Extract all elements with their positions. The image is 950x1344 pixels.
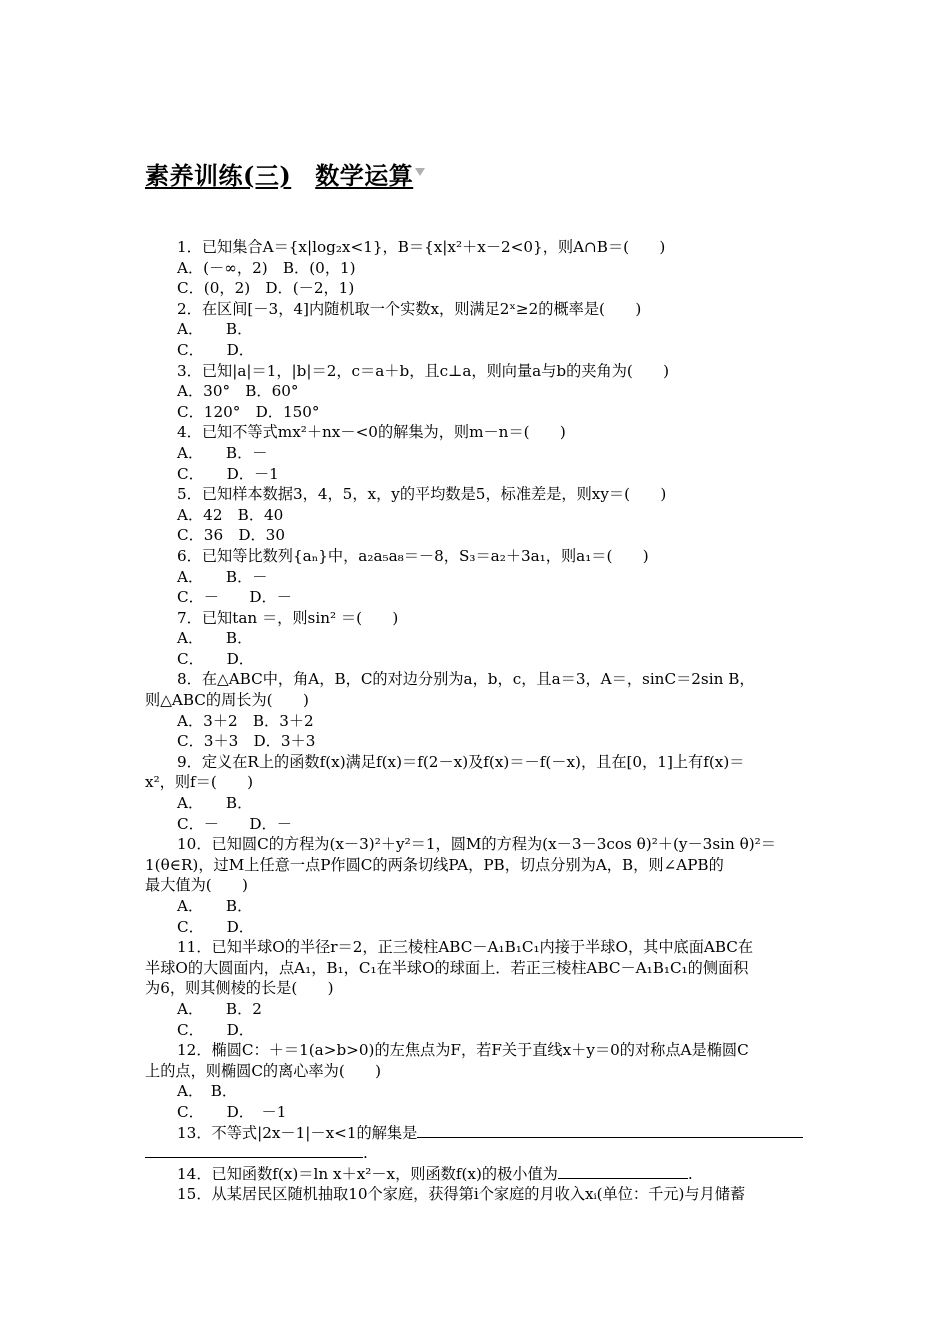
question-4: 4．已知不等式mx²＋nx－<0的解集为，则m－n＝( ) [177, 423, 566, 442]
options-line: C．－ D．－ [177, 814, 292, 833]
question-12-cont: 上的点，则椭圆C的离心率为( ) [145, 1061, 382, 1080]
options-line: A．3＋2 B．3＋2 [177, 711, 314, 730]
options-line: A． B． [177, 320, 253, 339]
question-13 [145, 1123, 807, 1144]
options-line: A． B． [177, 1082, 238, 1101]
options-line: C． D．－1 [177, 464, 279, 483]
options-line: C． D． [177, 649, 254, 668]
question-7: 7．已知tan ＝，则sin² ＝( ) [177, 608, 399, 627]
title-part2: 数学运算 [315, 161, 414, 190]
options-line: A． B． [177, 794, 253, 813]
options-line: C． D． [177, 917, 254, 936]
options-line: C． D． －1 [177, 1102, 287, 1121]
answer-blank[interactable] [558, 1164, 688, 1179]
question-6: 6．已知等比数列{aₙ}中，a₂a₅a₈＝－8，S₃＝a₂＋3a₁，则a₁＝( ) [177, 546, 649, 565]
question-13-text: 13．不等式|2x－1|－x<1的解集是 [177, 1123, 418, 1142]
options-line: C．3＋3 D．3＋3 [177, 732, 316, 751]
question-9: 9．定义在R上的函数f(x)满足f(x)＝f(2－x)及f(x)＝－f(－x)，且在[0，1]上有f(x)＝ [177, 752, 745, 771]
options-line: A． B． [177, 629, 253, 648]
answer-blank[interactable] [417, 1123, 803, 1138]
question-8-cont: 则△ABC的周长为( ) [145, 691, 309, 710]
question-8: 8．在△ABC中，角A，B，C的对边分别为a，b，c，且a＝3，A＝，sinC＝2sin B， [177, 670, 755, 689]
answer-blank[interactable] [145, 1143, 363, 1158]
options-line: C． D． [177, 1020, 254, 1039]
document-body [145, 237, 807, 1205]
options-line: A． B． [177, 897, 253, 915]
question-14 [145, 1164, 807, 1185]
question-2: 2．在区间[－3，4]内随机取一个实数x，则满足2ˣ≥2的概率是( ) [177, 299, 642, 318]
question-5: 5．已知样本数据3，4，5，x，y的平均数是5，标准差是，则xy＝( ) [177, 485, 667, 504]
page-title [145, 156, 413, 191]
question-3: 3．已知|a|＝1，|b|＝2，c＝a＋b，且c⊥a，则向量a与b的夹角为( ) [177, 361, 670, 380]
options-line: A．42 B．40 [177, 505, 284, 524]
options-line: C．120° D．150° [177, 402, 320, 421]
question-15: 15．从某居民区随机抽取10个家庭，获得第i个家庭的月收入xᵢ(单位：千元)与月储蓄 [177, 1185, 746, 1204]
dropdown-triangle-icon [415, 168, 425, 176]
options-line: C．(0，2) D．(－2，1) [177, 279, 355, 298]
question-12: 12．椭圆C：＋＝1(a>b>0)的左焦点为F，若F关于直线x＋y＝0的对称点A是椭圆C [177, 1041, 749, 1060]
question-14-text: 14．已知函数f(x)＝ln x＋x²－x，则函数f(x)的极小值为 [177, 1164, 558, 1183]
options-line: A． B．－ [177, 443, 268, 462]
question-9-cont: x²，则f＝( ) [145, 773, 254, 792]
question-13-cont [145, 1143, 807, 1164]
period: . [363, 1144, 368, 1163]
period: . [687, 1164, 693, 1183]
question-11-cont: 为6，则其侧棱的长是( ) [145, 979, 334, 998]
options-line: A． B．2 [177, 999, 262, 1018]
options-line: C．－ D．－ [177, 588, 292, 607]
question-11-cont: 半球O的大圆面内，点A₁，B₁，C₁在半球O的球面上．若正三棱柱ABC－A₁B₁C₁的侧面积 [145, 958, 749, 977]
question-10: 10．已知圆C的方程为(x－3)²＋y²＝1，圆M的方程为(x－3－3cos θ)²＋(y－3sin θ)²＝ [177, 835, 776, 854]
options-line: A．(－∞，2) B．(0，1) [177, 258, 356, 277]
options-line: A．30° B．60° [177, 382, 299, 401]
title-part1: 素养训练(三) [145, 161, 292, 190]
options-line: C． D． [177, 340, 254, 359]
options-line: A． B．－ [177, 567, 268, 586]
question-11: 11．已知半球O的半径r＝2，正三棱柱ABC－A₁B₁C₁内接于半球O，其中底面ABC在 [177, 938, 754, 957]
question-10-cont: 最大值为( ) [145, 876, 248, 895]
question-10-cont: 1(θ∈R)，过M上任意一点P作圆C的两条切线PA，PB，切点分别为A，B，则∠APB的 [145, 855, 724, 874]
question-1: 1．已知集合A＝{x|log₂x<1}，B＝{x|x²＋x－2<0}，则A∩B＝( ) [177, 238, 666, 256]
options-line: C．36 D．30 [177, 526, 286, 545]
